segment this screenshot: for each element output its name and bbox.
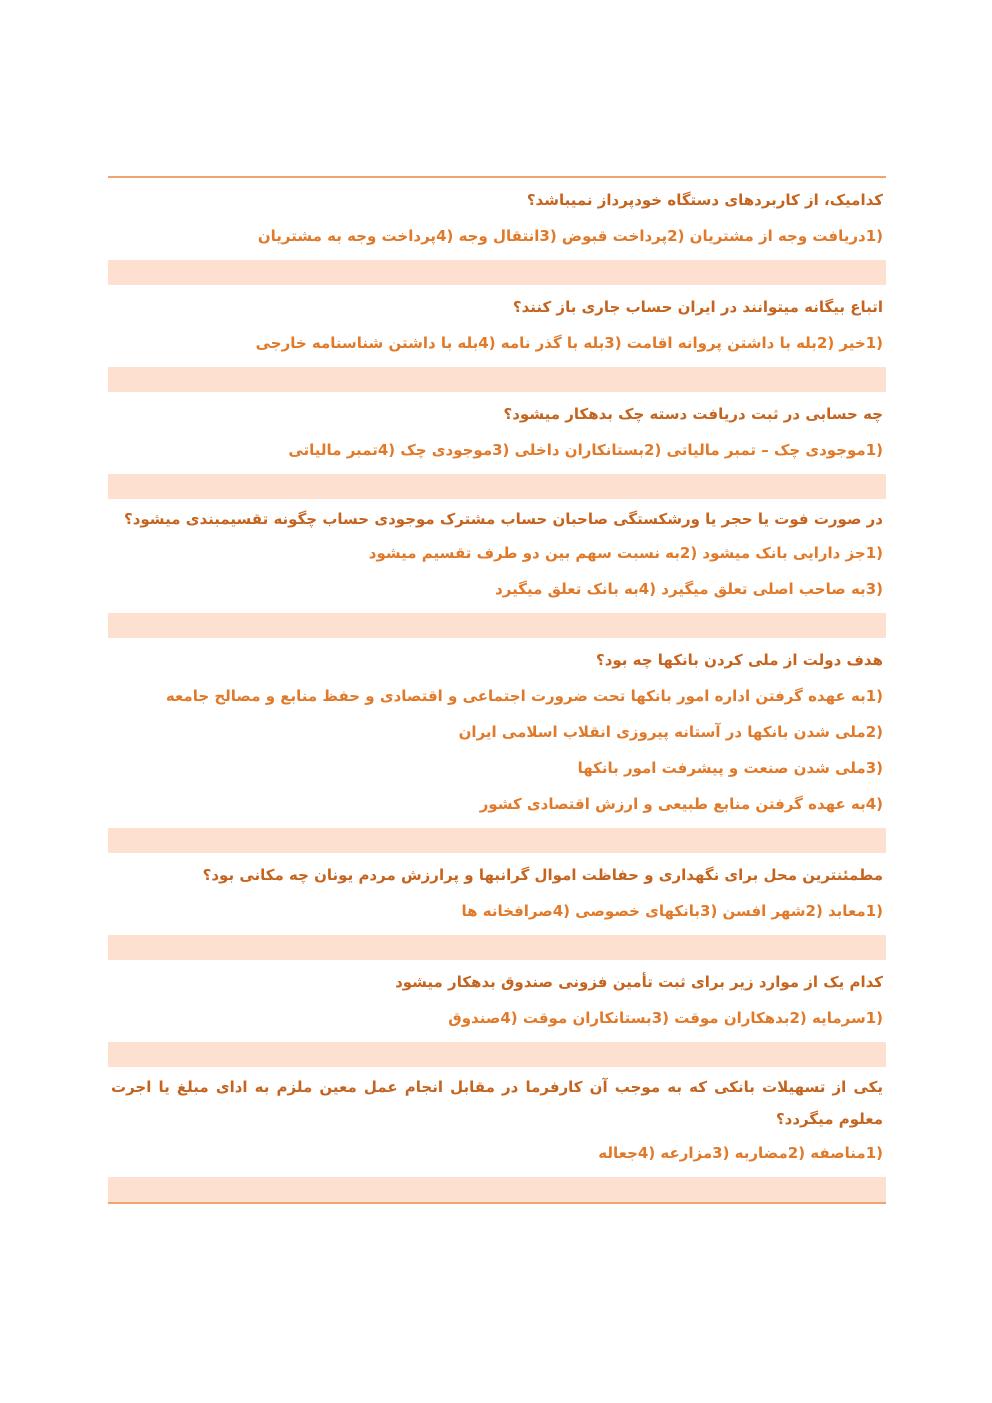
question-block-5 bbox=[108, 638, 886, 822]
separator-band bbox=[108, 260, 886, 285]
separator-band bbox=[108, 474, 886, 499]
question-block-1 bbox=[108, 178, 886, 254]
answer-options: (1معابد (2شهر افسن (3بانکهای خصوصی (4صرافخانه ها bbox=[461, 902, 883, 920]
separator-band bbox=[108, 1042, 886, 1067]
answer-option: (2ملی شدن بانکها در آستانه پیروزی انقلاب اسلامی ایران bbox=[458, 723, 883, 741]
question-block-7 bbox=[108, 960, 886, 1036]
question-block-6 bbox=[108, 853, 886, 929]
answer-options: (1جز دارایی بانک میشود (2به نسبت سهم بین دو طرف تقسیم میشود bbox=[368, 544, 883, 562]
answer-option: (3ملی شدن صنعت و پیشرفت امور بانکها bbox=[577, 759, 883, 777]
question-text: چه حسابی در ثبت دریافت دسته چک بدهکار میشود؟ bbox=[503, 405, 883, 423]
question-block-8 bbox=[108, 1067, 886, 1171]
question-text: هدف دولت از ملی کردن بانکها چه بود؟ bbox=[596, 651, 883, 669]
answer-option: (4به عهده گرفتن منابع طبیعی و ارزش اقتصادی کشور bbox=[479, 795, 883, 813]
question-text: یکی از تسهیلات بانکی که به موجب آن کارفرما در مقابل انجام عمل معین ملزم به ادای مبلغ یا اجرت معلوم میگردد؟ bbox=[111, 1078, 883, 1128]
answer-options: (1موجودی چک – تمبر مالیاتی (2بستانکاران داخلی (3موجودی چک (4تمبر مالیاتی bbox=[288, 441, 883, 459]
question-text: کدامیک، از کاربردهای دستگاه خودپرداز نمیباشد؟ bbox=[526, 191, 883, 209]
separator-band bbox=[108, 935, 886, 960]
answer-options: (1مناصفه (2مضاربه (3مزارعه (4جعاله bbox=[598, 1144, 883, 1162]
question-sheet bbox=[108, 176, 886, 1204]
question-text: مطمئنترین محل برای نگهداری و حفاظت اموال گرانبها و پرارزش مردم یونان چه مکانی بود؟ bbox=[202, 866, 883, 884]
bottom-rule bbox=[108, 1202, 886, 1204]
answer-options: (1دریافت وجه از مشتریان (2پرداخت قبوض (3انتقال وجه (4پرداخت وجه به مشتریان bbox=[257, 227, 883, 245]
question-text: اتباع بیگانه میتوانند در ایران حساب جاری باز کنند؟ bbox=[512, 298, 883, 316]
question-block-2 bbox=[108, 285, 886, 361]
separator-band bbox=[108, 1177, 886, 1202]
separator-band bbox=[108, 367, 886, 392]
separator-band bbox=[108, 613, 886, 638]
answer-options: (3به صاحب اصلی تعلق میگیرد (4به بانک تعلق میگیرد bbox=[495, 580, 883, 598]
answer-options: (1سرمایه (2بدهکاران موقت (3بستانکاران موقت (4صندوق bbox=[448, 1009, 883, 1027]
question-block-3 bbox=[108, 392, 886, 468]
answer-option: (1به عهده گرفتن اداره امور بانکها تحت ضرورت اجتماعی و اقتصادی و حفظ منابع و مصالح جامعه bbox=[165, 687, 883, 705]
answer-options: (1خیر (2بله با داشتن پروانه اقامت (3بله با گذر نامه (4بله با داشتن شناسنامه خارجی bbox=[255, 334, 883, 352]
question-block-4 bbox=[108, 499, 886, 607]
separator-band bbox=[108, 828, 886, 853]
question-text: در صورت فوت یا حجر یا ورشکستگی صاحبان حساب مشترک موجودی حساب چگونه تقسیمبندی میشود؟ bbox=[124, 510, 883, 528]
question-text: کدام یک از موارد زیر برای ثبت تأمین فزونی صندوق بدهکار میشود bbox=[395, 973, 883, 991]
